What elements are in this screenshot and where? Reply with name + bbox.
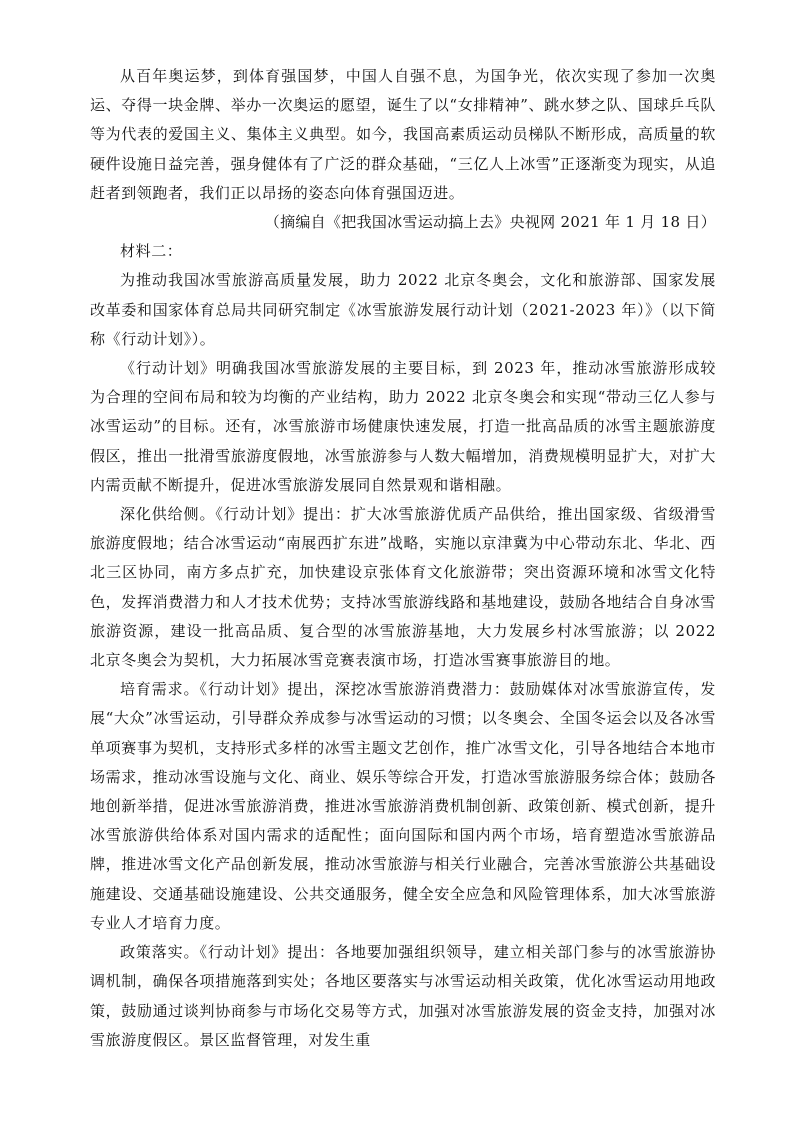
paragraph-material2-5: 政策落实。《行动计划》提出：各地要加强组织领导，建立相关部门参与的冰雪旅游协调机制，确保各项措施落到实处；各地区要落实与冰雪运动相关政策，优化冰雪运动用地政策，鼓励通过谈判协商参与市场化交易等方式，加强对冰雪旅游发展的资金支持，加强对冰雪旅游度假区。景区监督管理，对发生重 <box>90 943 716 1049</box>
paragraph-material2-3: 深化供给侧。《行动计划》提出：扩大冰雪旅游优质产品供给，推出国家级、省级滑雪旅游度假地；结合冰雪运动“南展西扩东进”战略，实施以京津冀为中心带动东北、华北、西北三区协同，南方多点扩充，加快建设京张体育文化旅游带；突出资源环境和冰雪文化特色，发挥消费潜力和人才技术优势；支持冰雪旅游线路和基地建设，鼓励各地结合自身冰雪旅游资源，建设一批高品质、复合型的冰雪旅游基地，大力发展乡村冰雪旅游；以 2022 北京冬奥会为契机，大力拓展冰雪竞赛表演市场，打造冰雪赛事旅游目的地。 <box>90 505 716 670</box>
paragraph-material2-4: 培育需求。《行动计划》提出，深挖冰雪旅游消费潜力：鼓励媒体对冰雪旅游宣传，发展“大众”冰雪运动，引导群众养成参与冰雪运动的习惯；以冬奥会、全国冬运会以及各冰雪单项赛事为契机，支持形式多样的冰雪主题文艺创作，推广冰雪文化，引导各地结合本地市场需求，推动冰雪设施与文化、商业、娱乐等综合开发，打造冰雪旅游服务综合体；鼓励各地创新举措，促进冰雪旅游消费，推进冰雪旅游消费机制创新、政策创新、模式创新，提升冰雪旅游供给体系对国内需求的适配性；面向国际和国内两个市场，培育塑造冰雪旅游品牌，推进冰雪文化产品创新发展，推动冰雪旅游与相关行业融合，完善冰雪旅游公共基础设施建设、交通基础设施建设、公共交通服务，健全安全应急和风险管理体系，加大冰雪旅游专业人才培育力度。 <box>90 680 716 932</box>
source-citation: （摘编自《把我国冰雪运动搞上去》央视网 2021 年 1 月 18 日） <box>264 213 716 232</box>
document-page <box>90 62 716 1055</box>
paragraph-material2-2: 《行动计划》明确我国冰雪旅游发展的主要目标，到 2023 年，推动冰雪旅游形成较为合理的空间布局和较为均衡的产业结构，助力 2022 北京冬奥会和实现“带动三亿人参与冰雪运动”的目标。还有，冰雪旅游市场健康快速发展，打造一批高品质的冰雪主题旅游度假区，推出一批滑雪旅游度假地，冰雪旅游参与人数大幅增加，消费规模明显扩大，对扩大内需贡献不断提升，促进冰雪旅游发展同自然景观和谐相融。 <box>90 359 716 494</box>
paragraph-material2-1: 为推动我国冰雪旅游高质量发展，助力 2022 北京冬奥会，文化和旅游部、国家发展改革委和国家体育总局共同研究制定《冰雪旅游发展行动计划（2021-2023 年）》（以下简称《行动计划》）。 <box>90 271 716 348</box>
paragraph-material1-1: 从百年奥运梦，到体育强国梦，中国人自强不息，为国争光，依次实现了参加一次奥运、夺得一块金牌、举办一次奥运的愿望，诞生了以“女排精神”、跳水梦之队、国球乒乓队等为代表的爱国主义、集体主义典型。如今，我国高素质运动员梯队不断形成，高质量的软硬件设施日益完善，强身健体有了广泛的群众基础，“三亿人上冰雪”正逐渐变为现实，从追赶者到领跑者，我们正以昂扬的姿态向体育强国迈进。 <box>90 67 716 202</box>
material2-heading: 材料二： <box>120 242 183 261</box>
